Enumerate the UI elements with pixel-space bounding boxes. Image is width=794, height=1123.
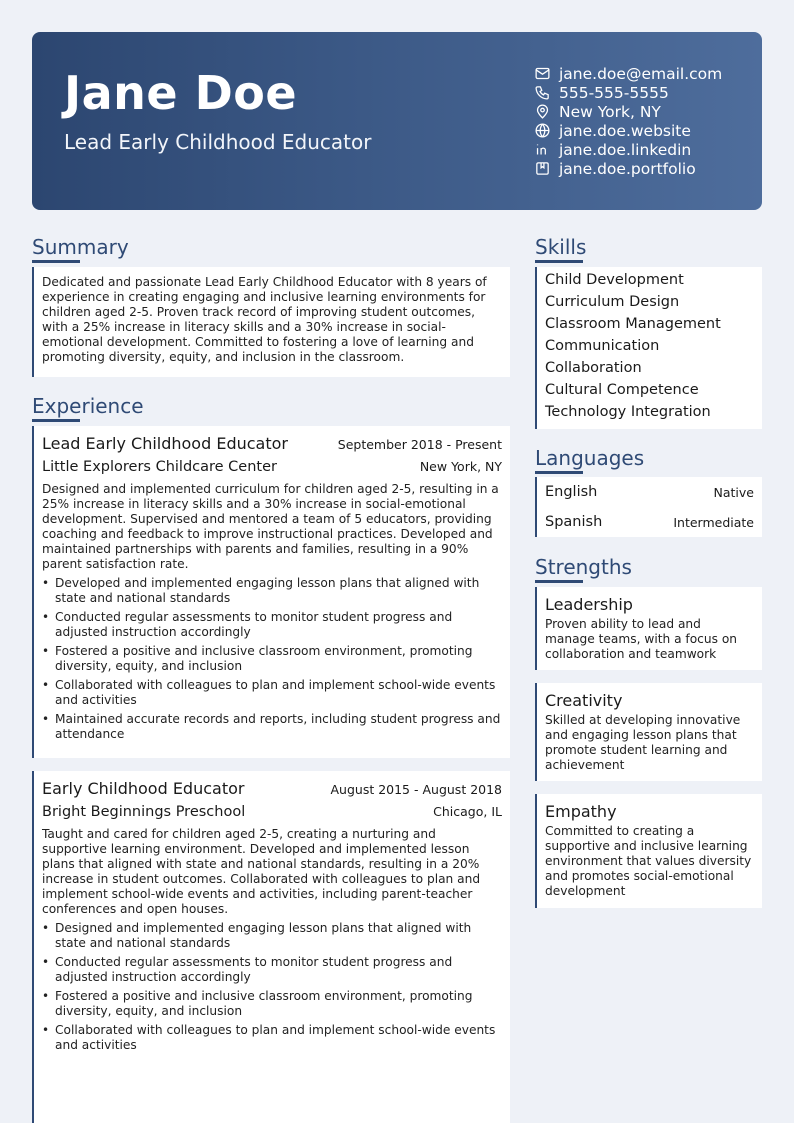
summary-text: Dedicated and passionate Lead Early Childhood Educator with 8 years of experience in creating engaging and inclusive learning environments for children aged 2-5. Proven track record of improving student outcomes, with a 25% increase in literacy skills and a 30% increase in social-emotional development. Committed to fostering a love of learning and promoting diversity, equity, and inclusion in the classroom. bbox=[42, 275, 487, 364]
strength-description: Proven ability to lead and manage teams, with a focus on collaboration and teamwork bbox=[545, 617, 738, 661]
experience-heading: Experience bbox=[32, 394, 144, 418]
skills-underline bbox=[535, 260, 583, 263]
skills-card bbox=[535, 267, 762, 429]
contact-linkedin[interactable] bbox=[534, 140, 754, 159]
strengths-heading: Strengths bbox=[535, 555, 632, 579]
list-item: • Conducted regular assessments to monitor student progress and adjusted instruction accordingly bbox=[42, 955, 502, 985]
candidate-name: Jane Doe bbox=[64, 66, 298, 120]
strengths-underline bbox=[535, 580, 583, 583]
list-item: • Developed and implemented engaging lesson plans that aligned with state and national standards bbox=[42, 576, 502, 606]
contact-text: New York, NY bbox=[559, 102, 661, 121]
linkedin-icon bbox=[534, 141, 551, 158]
skill-item: Communication bbox=[545, 338, 660, 354]
job-bullets bbox=[34, 917, 510, 1053]
bookmark-icon bbox=[534, 160, 551, 177]
list-item: • Collaborated with colleagues to plan and implement school-wide events and activities bbox=[42, 678, 502, 708]
job-location: Chicago, IL bbox=[433, 804, 502, 819]
list-item: • Maintained accurate records and reports, including student progress and attendance bbox=[42, 712, 502, 742]
strength-card bbox=[535, 587, 762, 670]
list-item: • Fostered a positive and inclusive classroom environment, promoting diversity, equity, and inclusion bbox=[42, 644, 502, 674]
job-location: New York, NY bbox=[419, 459, 502, 474]
strength-card bbox=[535, 683, 762, 781]
contact-text: 555-555-5555 bbox=[559, 83, 669, 102]
languages-heading: Languages bbox=[535, 446, 645, 470]
mail-icon bbox=[534, 65, 551, 82]
list-item: • Conducted regular assessments to monitor student progress and adjusted instruction accordingly bbox=[42, 610, 502, 640]
strength-description: Committed to creating a supportive and inclusive learning environment that values diversity and promotes social-emotional development bbox=[545, 824, 752, 898]
contact-text: jane.doe.website bbox=[559, 121, 691, 140]
job-card bbox=[32, 771, 510, 1123]
language-row-card bbox=[535, 507, 762, 537]
job-description: Designed and implemented curriculum for children aged 2-5, resulting in a 25% increase in literacy skills and a 30% increase in social-emotional development. Supervised and mentored a team of 5 educators, providing coaching and feedback to improve instructional practices. Developed and maintained partnerships with parents and families, resulting in a 90% parent satisfaction rate. bbox=[42, 482, 499, 571]
strength-title: Empathy bbox=[545, 802, 617, 821]
language-name: English bbox=[545, 484, 598, 500]
strength-card bbox=[535, 794, 762, 908]
language-level: Intermediate bbox=[673, 514, 754, 530]
summary-underline bbox=[32, 260, 80, 263]
job-bullets bbox=[34, 572, 510, 742]
contact-text: jane.doe.linkedin bbox=[559, 140, 692, 159]
summary-heading: Summary bbox=[32, 235, 129, 259]
strength-description: Skilled at developing innovative and engaging lesson plans that promote student learning and achievement bbox=[545, 713, 741, 772]
list-item: • Collaborated with colleagues to plan and implement school-wide events and activities bbox=[42, 1023, 502, 1053]
job-title: Lead Early Childhood Educator bbox=[42, 434, 288, 453]
location-pin-icon bbox=[534, 103, 551, 120]
contact-portfolio[interactable] bbox=[534, 159, 754, 178]
skills-heading: Skills bbox=[535, 235, 587, 259]
skill-item: Curriculum Design bbox=[545, 294, 680, 310]
contact-text: jane.doe@email.com bbox=[559, 64, 723, 83]
contact-location bbox=[534, 102, 754, 121]
contact-website[interactable] bbox=[534, 121, 754, 140]
language-row-card bbox=[535, 477, 762, 507]
job-title: Early Childhood Educator bbox=[42, 779, 245, 798]
skill-item: Cultural Competence bbox=[545, 382, 699, 398]
skill-item: Technology Integration bbox=[545, 404, 711, 420]
language-level: Native bbox=[713, 484, 754, 500]
list-item: • Designed and implemented engaging lesson plans that aligned with state and national standards bbox=[42, 921, 502, 951]
resume-header bbox=[32, 32, 762, 210]
contact-phone[interactable] bbox=[534, 83, 754, 102]
strength-title: Leadership bbox=[545, 595, 633, 614]
job-dates: September 2018 - Present bbox=[337, 437, 502, 452]
contact-text: jane.doe.portfolio bbox=[559, 159, 696, 178]
list-item: • Fostered a positive and inclusive classroom environment, promoting diversity, equity, and inclusion bbox=[42, 989, 502, 1019]
job-dates: August 2015 - August 2018 bbox=[330, 782, 502, 797]
candidate-title: Lead Early Childhood Educator bbox=[64, 130, 372, 154]
experience-underline bbox=[32, 419, 80, 422]
globe-icon bbox=[534, 122, 551, 139]
summary-card bbox=[32, 267, 510, 377]
job-card bbox=[32, 426, 510, 758]
job-company: Little Explorers Childcare Center bbox=[42, 459, 277, 475]
languages-underline bbox=[535, 471, 583, 474]
language-name: Spanish bbox=[545, 514, 603, 530]
contact-email[interactable] bbox=[534, 64, 754, 83]
skill-item: Classroom Management bbox=[545, 316, 721, 332]
job-description: Taught and cared for children aged 2-5, creating a nurturing and supportive learning environment. Developed and implemented lesson plans that aligned with state and national standards, resulting in a 20% increase in student outcomes. Collaborated with colleagues to plan and implement school-wide events and activities, including parent-teacher conferences and open houses. bbox=[42, 827, 481, 916]
job-company: Bright Beginnings Preschool bbox=[42, 804, 246, 820]
strength-title: Creativity bbox=[545, 691, 623, 710]
skill-item: Child Development bbox=[545, 272, 684, 288]
contact-list bbox=[534, 64, 754, 178]
phone-icon bbox=[534, 84, 551, 101]
skill-item: Collaboration bbox=[545, 360, 642, 376]
